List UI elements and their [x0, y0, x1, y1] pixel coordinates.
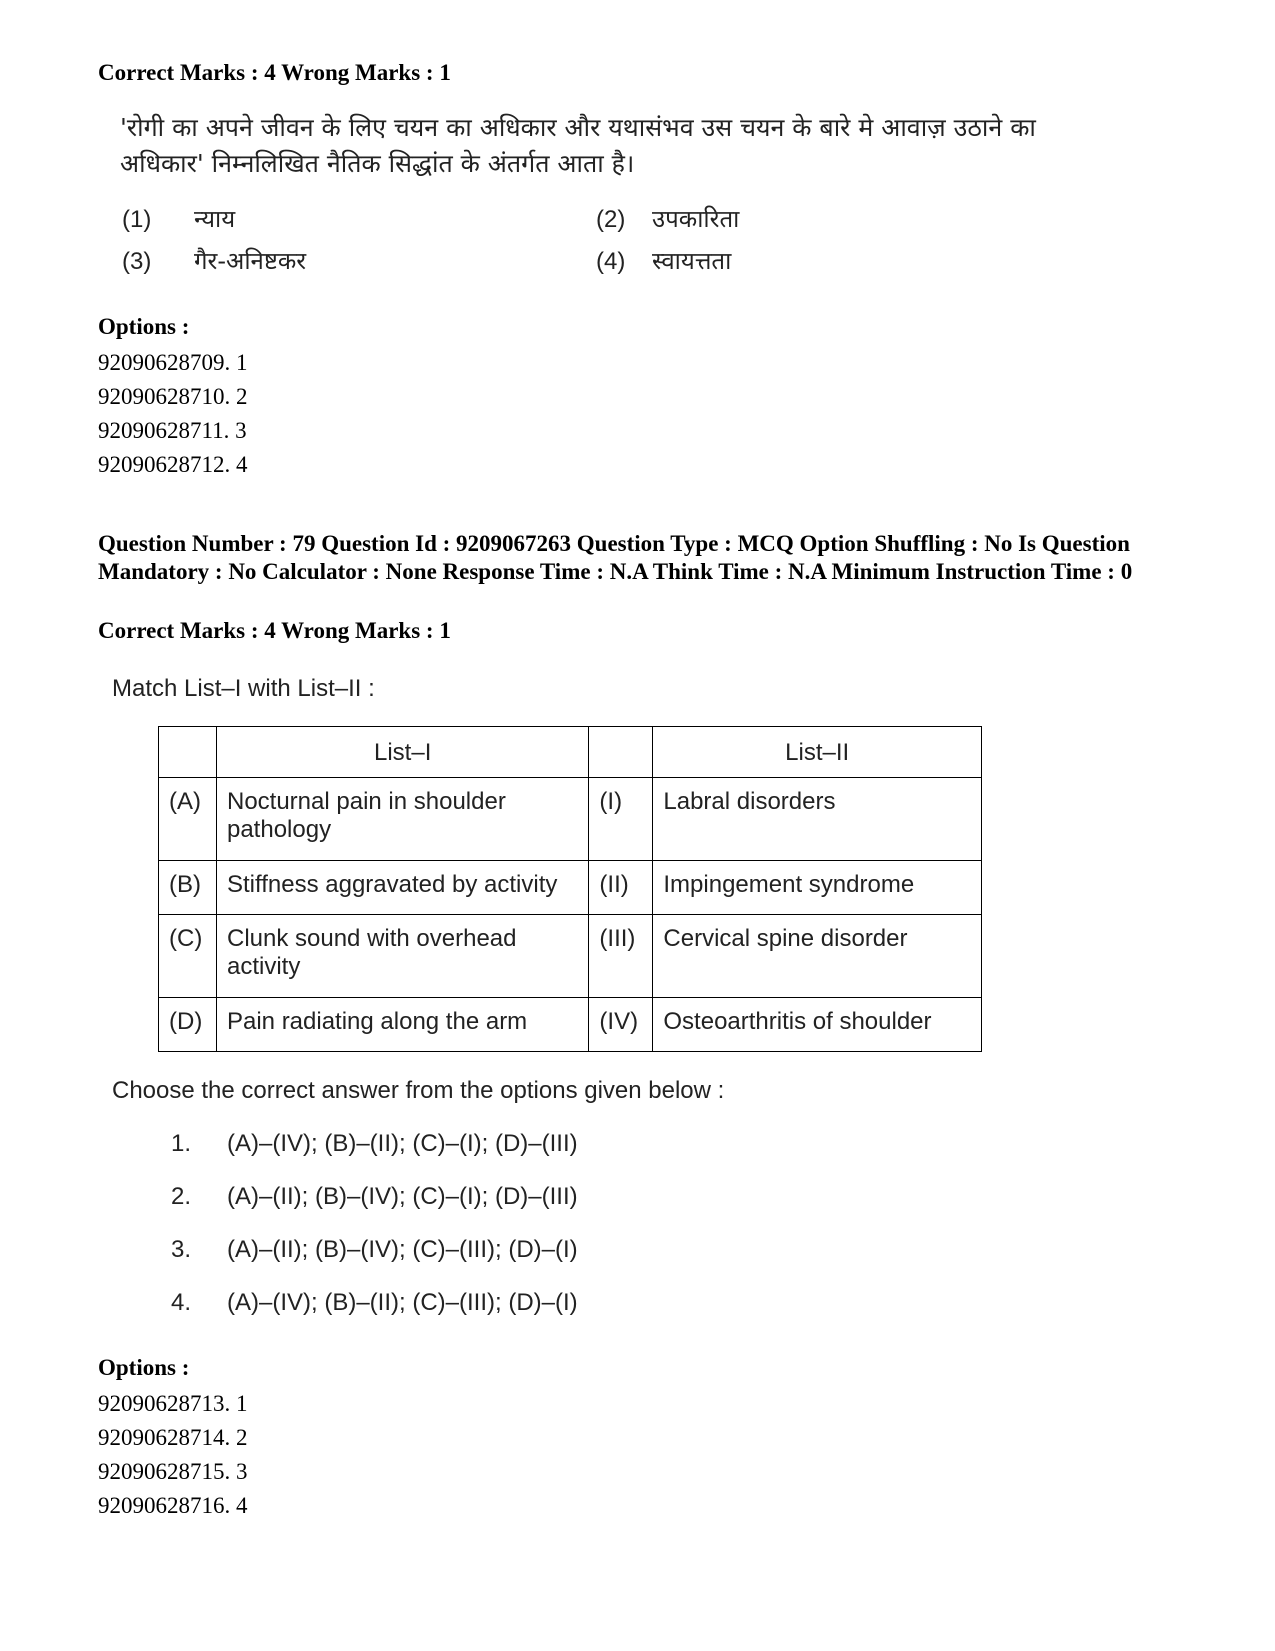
option-line: 92090628712. 4 [98, 452, 248, 477]
table-cell [159, 727, 217, 778]
answer-text: (A)–(IV); (B)–(II); (C)–(I); (D)–(III) [227, 1130, 578, 1157]
list1-text: Nocturnal pain in shoulder pathology [216, 778, 588, 861]
table-row [159, 861, 982, 915]
list1-text: Stiffness aggravated by activity [216, 861, 588, 915]
table-row [159, 998, 982, 1052]
answer-number: 4. [171, 1289, 192, 1316]
list1-key: (D) [159, 998, 217, 1052]
answer-number: 1. [171, 1130, 192, 1157]
list1-key: (B) [159, 861, 217, 915]
answer-option-4 [171, 1289, 578, 1317]
option-line: 92090628714. 2 [98, 1425, 248, 1450]
choice-number: (1) [122, 206, 152, 233]
list1-key: (C) [159, 915, 217, 998]
q79-options-heading: Options : [98, 1355, 190, 1380]
choice-number: (4) [596, 248, 626, 275]
list2-key: (III) [589, 915, 653, 998]
choice-text: न्याय [194, 205, 236, 233]
answer-option-1 [171, 1130, 578, 1158]
table-row [159, 915, 982, 998]
q78-choice-2 [596, 202, 739, 235]
q79-meta: Question Number : 79 Question Id : 9209067263 Question Type : MCQ Option Shuffling : No Is Question Mandatory : No Calculator : None Response Time : N.A Think Time : N.A Minimum Instruction Time : 0 [98, 531, 1133, 584]
q78-choice-3 [122, 244, 306, 277]
choice-number: (2) [596, 206, 626, 233]
match-table [158, 726, 982, 1052]
list2-key: (II) [589, 861, 653, 915]
list2-text: Osteoarthritis of shoulder [653, 998, 982, 1052]
list2-key: (I) [589, 778, 653, 861]
q79-marks: Correct Marks : 4 Wrong Marks : 1 [98, 618, 451, 643]
q78-marks: Correct Marks : 4 Wrong Marks : 1 [98, 60, 451, 85]
choice-number: (3) [122, 248, 152, 275]
list1-header: List–I [216, 727, 588, 778]
table-header-row [159, 727, 982, 778]
option-line: 92090628716. 4 [98, 1493, 248, 1518]
choice-text: गैर-अनिष्टकर [194, 247, 307, 275]
q78-options-list [98, 346, 248, 482]
list2-key: (IV) [589, 998, 653, 1052]
list1-text: Clunk sound with overhead activity [216, 915, 588, 998]
answer-text: (A)–(II); (B)–(IV); (C)–(I); (D)–(III) [227, 1183, 578, 1210]
answer-text: (A)–(IV); (B)–(II); (C)–(III); (D)–(I) [227, 1289, 578, 1316]
answer-text: (A)–(II); (B)–(IV); (C)–(III); (D)–(I) [227, 1236, 578, 1263]
table-cell [589, 727, 653, 778]
choice-text: उपकारिता [652, 205, 740, 233]
q79-choose-text: Choose the correct answer from the options given below : [112, 1077, 725, 1104]
option-line: 92090628710. 2 [98, 384, 248, 409]
option-line: 92090628709. 1 [98, 350, 248, 375]
list2-text: Cervical spine disorder [653, 915, 982, 998]
list2-text: Labral disorders [653, 778, 982, 861]
answer-option-3 [171, 1236, 578, 1264]
option-line: 92090628713. 1 [98, 1391, 248, 1416]
table-row [159, 778, 982, 861]
answer-number: 2. [171, 1183, 192, 1210]
list2-text: Impingement syndrome [653, 861, 982, 915]
option-line: 92090628715. 3 [98, 1459, 248, 1484]
choice-text: स्वायत्तता [652, 247, 732, 275]
q79-instruction: Match List–I with List–II : [112, 675, 375, 702]
list1-text: Pain radiating along the arm [216, 998, 588, 1052]
list1-key: (A) [159, 778, 217, 861]
list2-header: List–II [653, 727, 982, 778]
answer-option-2 [171, 1183, 578, 1211]
q79-options-list [98, 1387, 248, 1523]
option-line: 92090628711. 3 [98, 418, 247, 443]
q78-choice-4 [596, 244, 731, 277]
q78-choice-1 [122, 202, 235, 235]
q78-question-text: 'रोगी का अपने जीवन के लिए चयन का अधिकार और यथासंभव उस चयन के बारे मे आवाज़ उठाने का अधिकार' निम्नलिखित नैतिक सिद्धांत के अंतर्गत आता है। [120, 113, 1036, 178]
answer-number: 3. [171, 1236, 192, 1263]
q78-options-heading: Options : [98, 314, 190, 339]
